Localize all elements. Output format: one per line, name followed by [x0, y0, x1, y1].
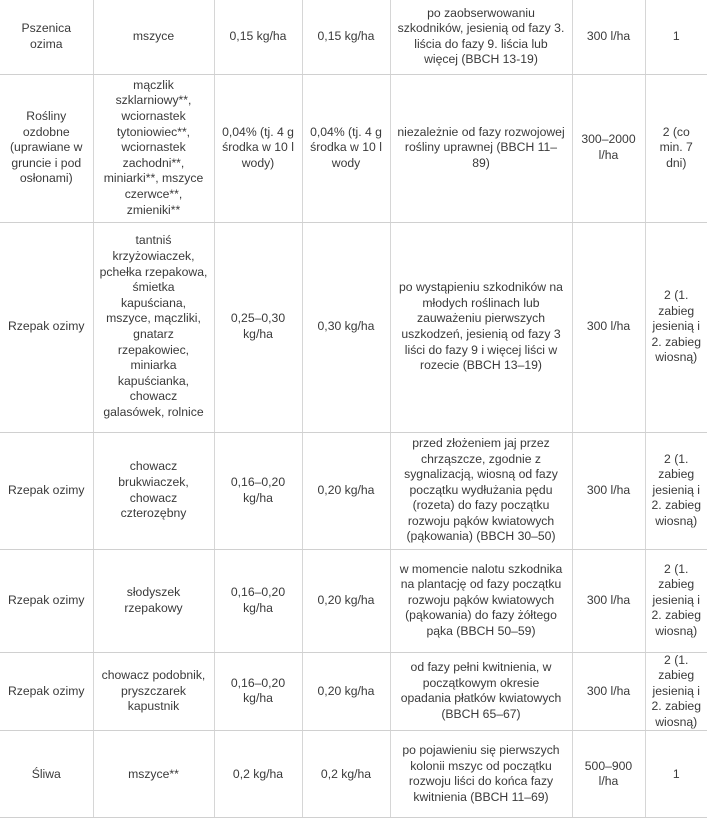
crop-cell: Rzepak ozimy	[0, 222, 93, 432]
timing-cell: od fazy pełni kwitnienia, w początkowym okresie opadania płatków kwiatowych (BBCH 65–67)	[390, 652, 572, 731]
table-row	[0, 549, 707, 652]
treatments-cell: 2 (1. zabieg jesienią i 2. zabieg wiosną)	[645, 432, 707, 549]
water-cell: 300 l/ha	[572, 549, 645, 652]
dose-max-cell: 0,2 kg/ha	[302, 731, 390, 818]
table-row	[0, 652, 707, 731]
dose-max-cell: 0,30 kg/ha	[302, 222, 390, 432]
dose-max-cell: 0,15 kg/ha	[302, 0, 390, 74]
pests-cell: mączlik szklarniowy**, wciornastek tytoniowiec**, wciornastek zachodni**, miniarki**, mszyce czerwce**, zmieniki**	[93, 74, 214, 222]
timing-cell: w momencie nalotu szkodnika na plantację od fazy początku rozwoju pąków kwiatowych (pąkowania) do fazy żółtego pąka (BBCH 50–59)	[390, 549, 572, 652]
dose-min-cell: 0,04% (tj. 4 g środka w 10 l wody)	[214, 74, 302, 222]
dose-max-cell: 0,20 kg/ha	[302, 549, 390, 652]
crop-cell: Śliwa	[0, 731, 93, 818]
pests-cell: tantniś krzyżowiaczek, pchełka rzepakowa, śmietka kapuściana, mszyce, mączliki, gnatarz rzepakowiec, miniarka kapuścianka, chowacz galasówek, rolnice	[93, 222, 214, 432]
water-cell: 300 l/ha	[572, 222, 645, 432]
treatments-cell: 2 (1. zabieg jesienią i 2. zabieg wiosną)	[645, 652, 707, 731]
dose-max-cell: 0,20 kg/ha	[302, 432, 390, 549]
water-cell: 300–2000 l/ha	[572, 74, 645, 222]
water-cell: 300 l/ha	[572, 432, 645, 549]
crop-cell: Rzepak ozimy	[0, 652, 93, 731]
crop-cell: Rzepak ozimy	[0, 432, 93, 549]
dose-max-cell: 0,20 kg/ha	[302, 652, 390, 731]
pests-cell: chowacz podobnik, pryszczarek kapustnik	[93, 652, 214, 731]
dose-min-cell: 0,16–0,20 kg/ha	[214, 652, 302, 731]
dose-min-cell: 0,16–0,20 kg/ha	[214, 432, 302, 549]
crop-cell: Rzepak ozimy	[0, 549, 93, 652]
table-row	[0, 0, 707, 74]
water-cell: 300 l/ha	[572, 652, 645, 731]
water-cell: 300 l/ha	[572, 0, 645, 74]
dose-min-cell: 0,15 kg/ha	[214, 0, 302, 74]
dose-max-cell: 0,04% (tj. 4 g środka w 10 l wody	[302, 74, 390, 222]
timing-cell: po pojawieniu się pierwszych kolonii mszyc od początku rozwoju liści do końca fazy kwitnienia (BBCH 11–69)	[390, 731, 572, 818]
table-row	[0, 731, 707, 818]
pests-cell: chowacz brukwiaczek, chowacz czterozębny	[93, 432, 214, 549]
timing-cell: po wystąpieniu szkodników na młodych roślinach lub zauważeniu pierwszych uszkodzeń, jesienią od fazy 3 liści do fazy 9 i więcej liści w rozecie (BBCH 13–19)	[390, 222, 572, 432]
timing-cell: po zaobserwowaniu szkodników, jesienią od fazy 3. liścia do fazy 9. liścia lub więcej (BBCH 13-19)	[390, 0, 572, 74]
dose-min-cell: 0,2 kg/ha	[214, 731, 302, 818]
dose-min-cell: 0,16–0,20 kg/ha	[214, 549, 302, 652]
crop-cell: Rośliny ozdobne (uprawiane w gruncie i pod osłonami)	[0, 74, 93, 222]
timing-cell: przed złożeniem jaj przez chrząszcze, zgodnie z sygnalizacją, wiosną od fazy początku wydłużania pędu (rozeta) do fazy początku rozwoju pąków kwiatowych (pąkowania) (BBCH 30–50)	[390, 432, 572, 549]
treatments-cell: 1	[645, 0, 707, 74]
treatments-cell: 2 (co min. 7 dni)	[645, 74, 707, 222]
table-row	[0, 222, 707, 432]
pests-cell: mszyce	[93, 0, 214, 74]
crop-cell: Pszenica ozima	[0, 0, 93, 74]
water-cell: 500–900 l/ha	[572, 731, 645, 818]
dose-min-cell: 0,25–0,30 kg/ha	[214, 222, 302, 432]
timing-cell: niezależnie od fazy rozwojowej rośliny uprawnej (BBCH 11–89)	[390, 74, 572, 222]
table-row	[0, 74, 707, 222]
pests-cell: słodyszek rzepakowy	[93, 549, 214, 652]
treatments-cell: 2 (1. zabieg jesienią i 2. zabieg wiosną)	[645, 549, 707, 652]
treatments-cell: 2 (1. zabieg jesienią i 2. zabieg wiosną)	[645, 222, 707, 432]
pests-cell: mszyce**	[93, 731, 214, 818]
treatments-cell: 1	[645, 731, 707, 818]
table-row	[0, 432, 707, 549]
